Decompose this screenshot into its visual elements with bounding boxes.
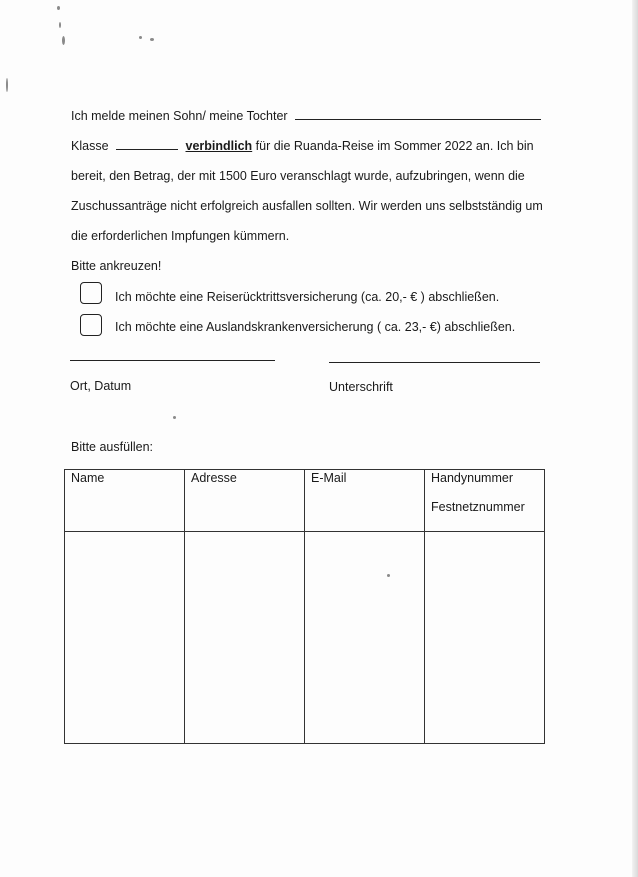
table-heading: Bitte ausfüllen:	[71, 440, 153, 454]
binding-word: verbindlich	[185, 139, 253, 153]
travel-cancellation-checkbox[interactable]	[80, 282, 102, 304]
scan-speck	[57, 6, 60, 10]
scan-speck	[150, 38, 154, 41]
class-field[interactable]	[116, 137, 178, 150]
form-line-4: Zuschussanträge nicht erfolgreich ausfallen sollten. Wir werden uns selbstständig um	[71, 199, 543, 213]
email-cell[interactable]	[305, 532, 425, 744]
form-line-3: bereit, den Betrag, der mit 1500 Euro veranschlagt wurde, aufzubringen, wenn die	[71, 169, 525, 183]
health-insurance-checkbox[interactable]	[80, 314, 102, 336]
column-name: Name	[65, 470, 185, 532]
signature-line[interactable]	[329, 362, 540, 363]
form-line-2	[71, 137, 534, 154]
class-label: Klasse	[71, 139, 109, 153]
form-line-5: die erforderlichen Impfungen kümmern.	[71, 229, 290, 243]
child-name-field[interactable]	[295, 107, 541, 120]
column-landline-label: Festnetznummer	[431, 500, 525, 514]
column-phone	[425, 470, 545, 532]
address-cell[interactable]	[185, 532, 305, 744]
scan-speck	[139, 36, 142, 39]
health-insurance-label: Ich möchte eine Auslandskrankenversicherung ( ca. 23,- €) abschließen.	[115, 320, 516, 334]
column-address: Adresse	[185, 470, 305, 532]
travel-cancellation-label: Ich möchte eine Reiserücktrittsversicherung (ca. 20,- € ) abschließen.	[115, 290, 500, 304]
signature-label: Unterschrift	[329, 380, 393, 394]
contact-table	[64, 469, 545, 744]
scan-speck	[173, 416, 176, 419]
table-row	[65, 532, 545, 744]
scan-speck	[59, 22, 61, 28]
place-date-label: Ort, Datum	[70, 379, 132, 393]
name-cell[interactable]	[65, 532, 185, 744]
place-date-line[interactable]	[70, 360, 275, 361]
scan-speck	[62, 36, 65, 45]
phone-cell[interactable]	[425, 532, 545, 744]
column-email: E-Mail	[305, 470, 425, 532]
page-edge	[632, 0, 638, 877]
table-header-row	[65, 470, 545, 532]
column-mobile-label: Handynummer	[431, 471, 513, 485]
line2-suffix: für die Ruanda-Reise im Sommer 2022 an. Ich bin	[255, 139, 534, 153]
line1-text: Ich melde meinen Sohn/ meine Tochter	[71, 109, 288, 123]
scan-speck	[6, 78, 8, 92]
form-line-1	[71, 107, 541, 124]
checkbox-heading: Bitte ankreuzen!	[71, 259, 162, 273]
